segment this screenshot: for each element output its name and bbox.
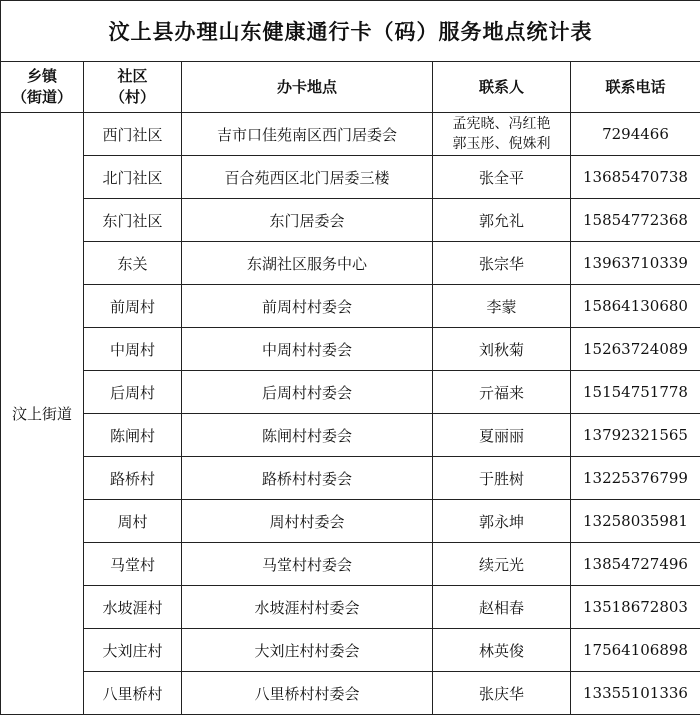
location-cell: 东湖社区服务中心 — [182, 242, 433, 285]
phone-cell: 15854772368 — [571, 199, 700, 242]
community-cell: 周村 — [84, 500, 182, 543]
location-cell: 马堂村村委会 — [182, 543, 433, 586]
header-community-line1: 社区 — [84, 66, 181, 87]
table-row — [1, 242, 700, 285]
location-cell: 大刘庄村村委会 — [182, 629, 433, 672]
header-contact: 联系人 — [433, 62, 571, 113]
phone-cell: 13963710339 — [571, 242, 700, 285]
phone-cell: 13258035981 — [571, 500, 700, 543]
community-cell: 八里桥村 — [84, 672, 182, 715]
contact-cell — [433, 500, 571, 543]
contact-name-line: 张全平 — [433, 167, 570, 188]
header-community — [84, 62, 182, 113]
header-town-line2: （街道） — [1, 87, 83, 108]
location-cell: 路桥村村委会 — [182, 457, 433, 500]
contact-name-line: 张庆华 — [433, 683, 570, 704]
contact-cell — [433, 328, 571, 371]
community-cell: 中周村 — [84, 328, 182, 371]
contact-name-line: 孟宪晓、冯红艳 — [433, 114, 570, 134]
phone-cell: 13854727496 — [571, 543, 700, 586]
table-row — [1, 113, 700, 156]
community-cell: 马堂村 — [84, 543, 182, 586]
phone-cell: 17564106898 — [571, 629, 700, 672]
contact-name-line: 郭允礼 — [433, 210, 570, 231]
street-name-cell: 汶上街道 — [1, 113, 84, 715]
phone-cell: 13225376799 — [571, 457, 700, 500]
table-row — [1, 414, 700, 457]
contact-name-line: 于胜树 — [433, 468, 570, 489]
contact-cell — [433, 672, 571, 715]
phone-cell: 13518672803 — [571, 586, 700, 629]
location-cell: 周村村委会 — [182, 500, 433, 543]
header-phone: 联系电话 — [571, 62, 700, 113]
contact-name-line: 亓福来 — [433, 382, 570, 403]
contact-name-line: 郭玉彤、倪姝利 — [433, 134, 570, 154]
community-cell: 东关 — [84, 242, 182, 285]
header-town-line1: 乡镇 — [1, 66, 83, 87]
contact-name-line: 刘秋菊 — [433, 339, 570, 360]
header-town — [1, 62, 84, 113]
contact-cell — [433, 242, 571, 285]
table-row — [1, 199, 700, 242]
contact-name-line: 夏丽丽 — [433, 425, 570, 446]
community-cell: 前周村 — [84, 285, 182, 328]
community-cell: 路桥村 — [84, 457, 182, 500]
community-cell: 陈闸村 — [84, 414, 182, 457]
contact-name-line: 续元光 — [433, 554, 570, 575]
phone-cell: 13355101336 — [571, 672, 700, 715]
community-cell: 东门社区 — [84, 199, 182, 242]
location-cell: 中周村村委会 — [182, 328, 433, 371]
contact-cell — [433, 457, 571, 500]
contact-cell — [433, 285, 571, 328]
table-row — [1, 586, 700, 629]
table-row — [1, 457, 700, 500]
header-community-line2: （村） — [84, 87, 181, 108]
phone-cell: 13685470738 — [571, 156, 700, 199]
contact-name-line: 李蒙 — [433, 296, 570, 317]
contact-cell — [433, 414, 571, 457]
community-cell: 大刘庄村 — [84, 629, 182, 672]
contact-cell — [433, 629, 571, 672]
table-row — [1, 543, 700, 586]
table-body — [1, 113, 700, 715]
table-row — [1, 328, 700, 371]
phone-cell: 15864130680 — [571, 285, 700, 328]
contact-cell — [433, 371, 571, 414]
header-location: 办卡地点 — [182, 62, 433, 113]
phone-cell: 13792321565 — [571, 414, 700, 457]
table-row — [1, 500, 700, 543]
table-header-row — [1, 62, 700, 113]
location-cell: 东门居委会 — [182, 199, 433, 242]
location-cell: 吉市口佳苑南区西门居委会 — [182, 113, 433, 156]
contact-cell — [433, 543, 571, 586]
phone-cell: 15154751778 — [571, 371, 700, 414]
contact-name-line: 郭永坤 — [433, 511, 570, 532]
contact-cell — [433, 113, 571, 156]
table-row — [1, 371, 700, 414]
community-cell: 水坡涯村 — [84, 586, 182, 629]
location-cell: 八里桥村村委会 — [182, 672, 433, 715]
location-cell: 前周村村委会 — [182, 285, 433, 328]
location-cell: 后周村村委会 — [182, 371, 433, 414]
location-cell: 百合苑西区北门居委三楼 — [182, 156, 433, 199]
contact-cell — [433, 199, 571, 242]
table-row — [1, 629, 700, 672]
table-row — [1, 285, 700, 328]
page-title: 汶上县办理山东健康通行卡（码）服务地点统计表 — [1, 1, 700, 62]
contact-cell — [433, 586, 571, 629]
contact-cell — [433, 156, 571, 199]
location-cell: 陈闸村村委会 — [182, 414, 433, 457]
contact-name-line: 林英俊 — [433, 640, 570, 661]
community-cell: 西门社区 — [84, 113, 182, 156]
table-row — [1, 672, 700, 715]
phone-cell: 7294466 — [571, 113, 700, 156]
location-cell: 水坡涯村村委会 — [182, 586, 433, 629]
community-cell: 后周村 — [84, 371, 182, 414]
community-cell: 北门社区 — [84, 156, 182, 199]
contact-name-line: 张宗华 — [433, 253, 570, 274]
contact-name-line: 赵相春 — [433, 597, 570, 618]
table-row — [1, 156, 700, 199]
phone-cell: 15263724089 — [571, 328, 700, 371]
